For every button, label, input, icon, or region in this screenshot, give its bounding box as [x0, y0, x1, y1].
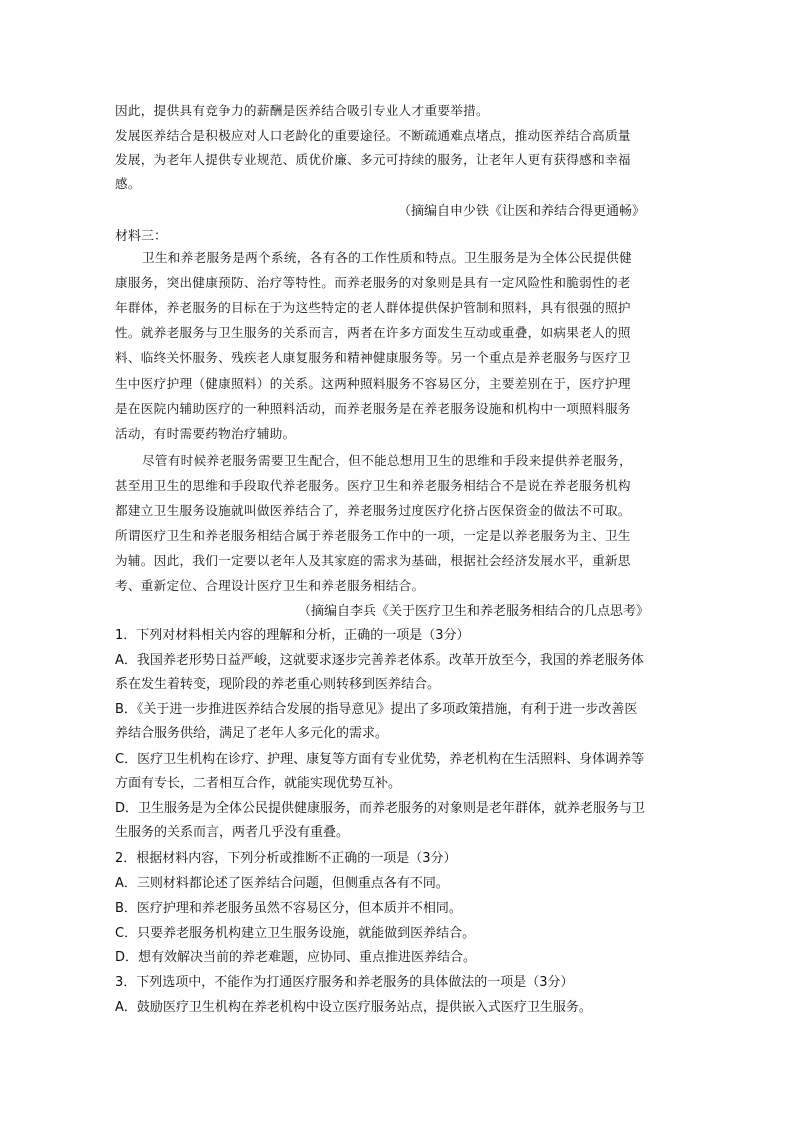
option-a: A．三则材料都论述了医养结合问题，但侧重点各有不同。: [115, 876, 449, 891]
paragraph-line: 年群体，养老服务的目标在于为这些特定的老人群体提供保护管制和照料，具有很强的照护: [115, 300, 631, 315]
paragraph-line: 生中医疗护理（健康照料）的关系。这两种照料服务不容易区分，主要差别在于，医疗护理: [115, 376, 631, 391]
option-c: C．只要养老服务机构建立卫生服务设施，就能做到医养结合。: [115, 926, 476, 941]
paragraph-line: 康服务，突出健康预防、治疗等特性。而养老服务的对象则是具有一定风险性和脆弱性的老: [115, 275, 631, 290]
option-b: B．医疗护理和养老服务虽然不容易区分，但本质并不相同。: [115, 901, 462, 916]
option-c: C．医疗卫生机构在诊疗、护理、康复等方面有专业优势，养老机构在生活照料、身体调养等: [115, 752, 645, 767]
source-citation: （摘编自李兵《关于医疗卫生和养老服务相结合的几点思考》: [298, 604, 650, 619]
option-d-cont: 生服务的关系而言，两者几乎没有重叠。: [115, 825, 350, 840]
paragraph-line: 发展，为老年人提供专业规范、质优价廉、多元可持续的服务，让老年人更有获得感和幸福: [115, 152, 631, 167]
option-c-cont: 方面有专长，二者相互合作，就能实现优势互补。: [115, 776, 402, 791]
section-heading: 材料三：: [115, 229, 168, 244]
paragraph-line: 感。: [115, 176, 141, 191]
option-b-cont: 养结合服务供给，满足了老年人多元化的需求。: [115, 726, 389, 741]
question-stem: 3．下列选项中，不能作为打通医疗服务和养老服务的具体做法的一项是（3分）: [115, 975, 574, 990]
paragraph-line: 活动，有时需要药物治疗辅助。: [115, 426, 296, 441]
paragraph-line: 料、临终关怀服务、残疾老人康复服务和精神健康服务等。另一个重点是养老服务与医疗卫: [115, 350, 631, 365]
paragraph-line: 考、重新定位、合理设计医疗卫生和养老服务相结合。: [115, 578, 425, 593]
paragraph-line: 发展医养结合是积极应对人口老龄化的重要途径。不断疏通难点堵点，推动医养结合高质量: [115, 128, 631, 143]
paragraph-line: 所谓医疗卫生和养老服务相结合属于养老服务工作中的一项，一定是以养老服务为主、卫生: [115, 528, 631, 543]
question-stem: 1．下列对材料相关内容的理解和分析，正确的一项是（3分）: [115, 628, 470, 643]
paragraph-line: 是在医院内辅助医疗的一种照料活动，而养老服务是在养老服务设施和机构中一项照料服务: [115, 401, 631, 416]
paragraph-line: 卫生和养老服务是两个系统，各有各的工作性质和特点。卫生服务是为全体公民提供健: [142, 250, 632, 265]
option-a: A．鼓励医疗卫生机构在养老机构中设立医疗服务站点，提供嵌入式医疗卫生服务。: [115, 1000, 592, 1015]
paragraph-line: 性。就养老服务与卫生服务的关系而言，两者在许多方面发生互动或重叠，如病果老人的照: [115, 325, 631, 340]
option-d: D．卫生服务是为全体公民提供健康服务，而养老服务的对象则是老年群体，就养老服务与卫: [115, 801, 646, 816]
paragraph-line: 因此，提供具有竞争力的薪酬是医养结合吸引专业人才重要举措。: [115, 103, 489, 118]
paragraph-line: 甚至用卫生的思维和手段取代养老服务。医疗卫生和养老服务相结合不是说在养老服务机构: [115, 478, 631, 493]
paragraph-line: 尽管有时候养老服务需要卫生配合，但不能总想用卫生的思维和手段来提供养老服务，: [142, 453, 632, 468]
option-d: D．想有效解决当前的养老难题，应协同、重点推进医养结合。: [115, 950, 477, 965]
paragraph-line: 为辅。因此，我们一定要以老年人及其家庭的需求为基础，根据社会经济发展水平，重新思: [115, 553, 631, 568]
question-stem: 2．根据材料内容，下列分析或推断不正确的一项是（3分）: [115, 851, 457, 866]
option-a-cont: 系在发生着转变，现阶段的养老重心则转移到医养结合。: [115, 677, 441, 692]
source-citation: （摘编自申少铁《让医和养结合得更通畅》: [398, 204, 646, 219]
option-b: B．《关于进一步推进医养结合发展的指导意见》提出了多项政策措施，有利于进一步改善医: [115, 702, 638, 717]
option-a: A．我国养老形势日益严峻，这就要求逐步完善养老体系。改革开放至今，我国的养老服务体: [115, 653, 644, 668]
paragraph-line: 都建立卫生服务设施就叫做医养结合了，养老服务过度医疗化挤占医保资金的做法不可取。: [115, 503, 631, 518]
